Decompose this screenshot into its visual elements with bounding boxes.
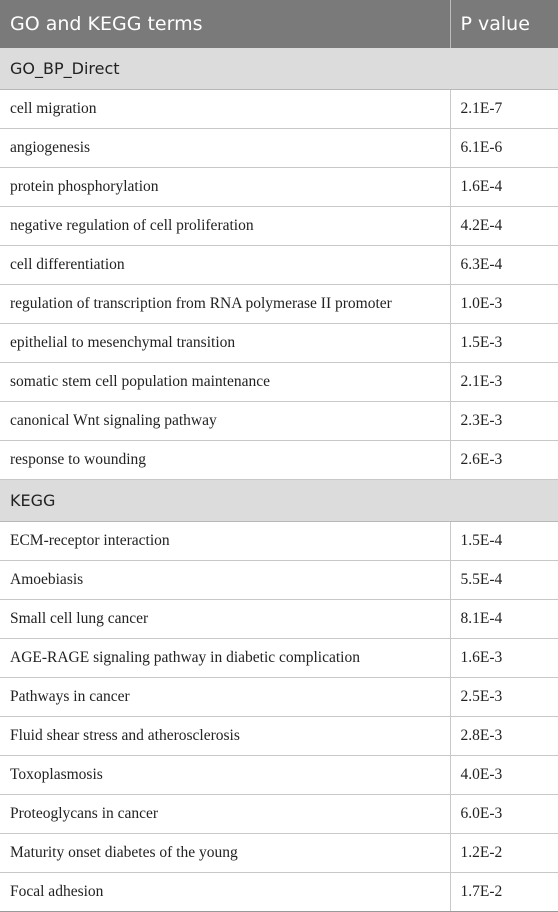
term-cell: Pathways in cancer (0, 678, 450, 717)
term-cell: Focal adhesion (0, 873, 450, 912)
pvalue-cell: 8.1E-4 (450, 600, 558, 639)
pvalue-cell: 1.7E-2 (450, 873, 558, 912)
pvalue-cell: 6.3E-4 (450, 246, 558, 285)
term-column-header: GO and KEGG terms (0, 0, 450, 48)
table-row (0, 168, 558, 207)
table-row (0, 402, 558, 441)
pvalue-cell: 1.5E-3 (450, 324, 558, 363)
term-cell: somatic stem cell population maintenance (0, 363, 450, 402)
term-cell: epithelial to mesenchymal transition (0, 324, 450, 363)
term-cell: cell differentiation (0, 246, 450, 285)
term-cell: Amoebiasis (0, 561, 450, 600)
table-row (0, 600, 558, 639)
table-row (0, 441, 558, 480)
term-cell: Small cell lung cancer (0, 600, 450, 639)
header-row (0, 0, 558, 48)
table-row (0, 324, 558, 363)
term-cell: ECM-receptor interaction (0, 522, 450, 561)
term-cell: Maturity onset diabetes of the young (0, 834, 450, 873)
pvalue-cell: 2.3E-3 (450, 402, 558, 441)
table-row (0, 561, 558, 600)
pvalue-column-header: P value (450, 0, 558, 48)
table-row (0, 678, 558, 717)
term-cell: regulation of transcription from RNA polymerase II promoter (0, 285, 450, 324)
table-row (0, 246, 558, 285)
pvalue-cell: 1.0E-3 (450, 285, 558, 324)
table-row (0, 363, 558, 402)
pvalue-cell: 4.0E-3 (450, 756, 558, 795)
table-row (0, 834, 558, 873)
pvalue-cell: 1.6E-3 (450, 639, 558, 678)
pvalue-cell: 6.1E-6 (450, 129, 558, 168)
table-row (0, 717, 558, 756)
term-cell: Fluid shear stress and atherosclerosis (0, 717, 450, 756)
term-cell: canonical Wnt signaling pathway (0, 402, 450, 441)
section-title: GO_BP_Direct (0, 48, 558, 90)
pvalue-cell: 2.6E-3 (450, 441, 558, 480)
section-title: KEGG (0, 480, 558, 522)
table-row (0, 795, 558, 834)
pvalue-cell: 1.2E-2 (450, 834, 558, 873)
pvalue-cell: 5.5E-4 (450, 561, 558, 600)
table-row (0, 756, 558, 795)
table-row (0, 207, 558, 246)
term-cell: angiogenesis (0, 129, 450, 168)
table-row (0, 90, 558, 129)
table-row (0, 129, 558, 168)
pvalue-cell: 1.6E-4 (450, 168, 558, 207)
table-row (0, 285, 558, 324)
pvalue-cell: 4.2E-4 (450, 207, 558, 246)
pvalue-cell: 6.0E-3 (450, 795, 558, 834)
term-cell: Proteoglycans in cancer (0, 795, 450, 834)
section-header-go-bp (0, 48, 558, 90)
term-cell: response to wounding (0, 441, 450, 480)
term-cell: AGE-RAGE signaling pathway in diabetic complication (0, 639, 450, 678)
term-cell: Toxoplasmosis (0, 756, 450, 795)
term-cell: negative regulation of cell proliferation (0, 207, 450, 246)
term-cell: protein phosphorylation (0, 168, 450, 207)
pvalue-cell: 2.5E-3 (450, 678, 558, 717)
pvalue-cell: 1.5E-4 (450, 522, 558, 561)
pvalue-cell: 2.1E-7 (450, 90, 558, 129)
pvalue-cell: 2.1E-3 (450, 363, 558, 402)
table-row (0, 639, 558, 678)
term-cell: cell migration (0, 90, 450, 129)
table-row (0, 873, 558, 912)
pvalue-cell: 2.8E-3 (450, 717, 558, 756)
section-header-kegg (0, 480, 558, 522)
table-row (0, 522, 558, 561)
